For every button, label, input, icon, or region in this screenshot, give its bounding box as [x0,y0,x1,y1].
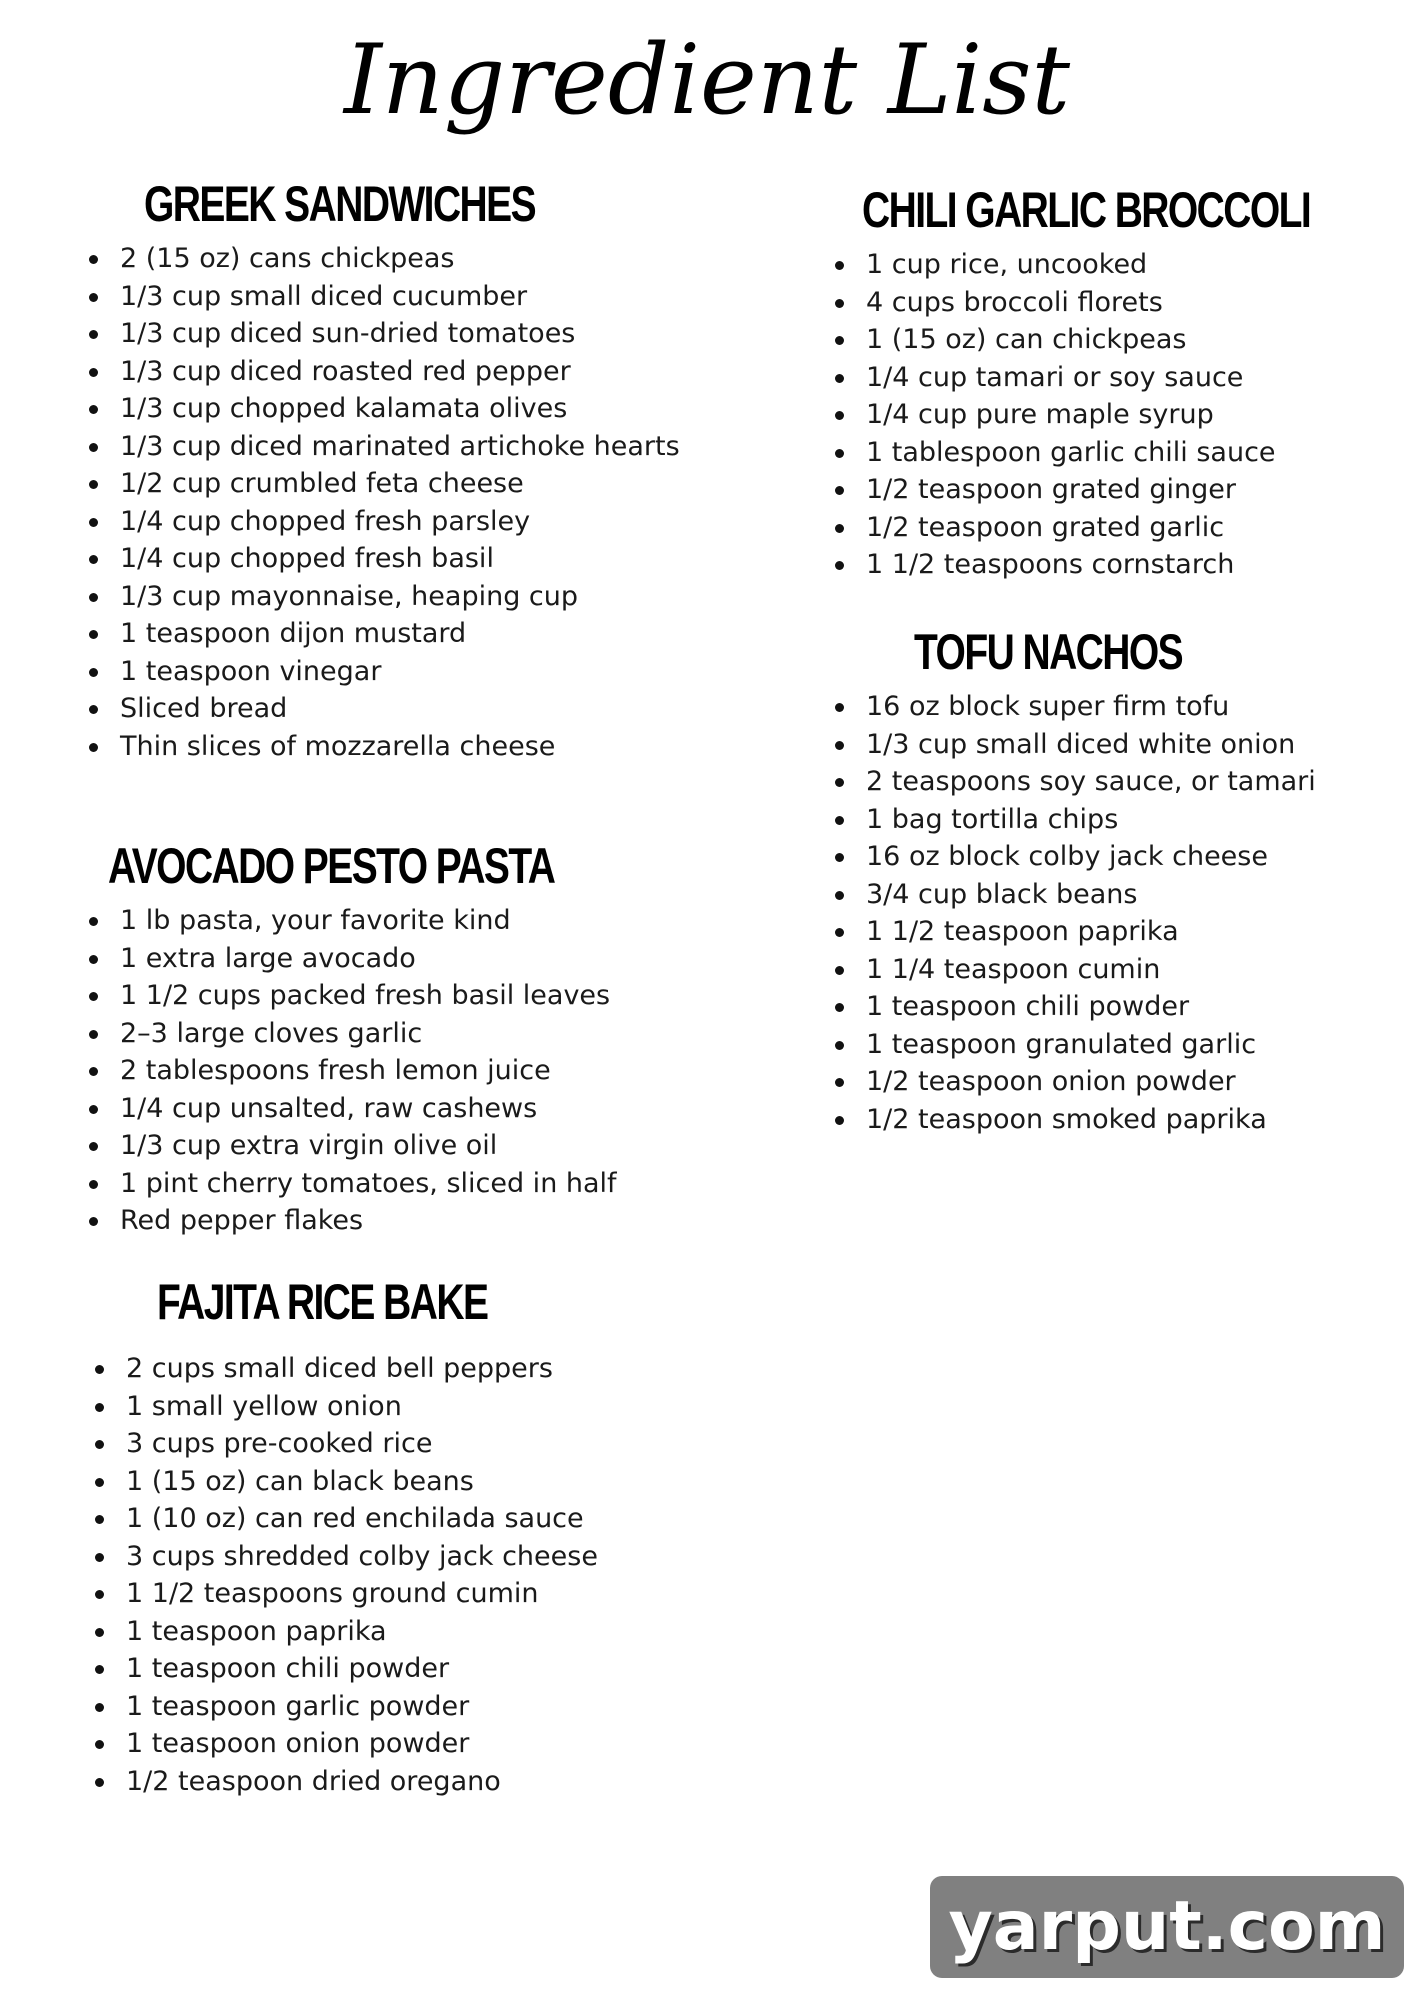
ingredient-item: 1/4 cup chopped fresh parsley [83,503,680,541]
section-heading: CHILI GARLIC BROCCOLI [862,182,1311,238]
ingredient-item: 4 cups broccoli florets [829,284,1414,322]
ingredient-item: 1/4 cup unsalted, raw cashews [83,1090,680,1128]
ingredient-item: 2 teaspoons soy sauce, or tamari [829,763,1316,801]
ingredient-item: 1/2 cup crumbled feta cheese [83,465,680,503]
ingredient-item: 1 cup rice, uncooked [829,246,1414,284]
ingredient-list [829,246,1414,584]
ingredient-item: 2 cups small diced bell peppers [89,1350,598,1388]
ingredient-item: 3 cups pre-cooked rice [89,1425,598,1463]
ingredient-item: 1/3 cup chopped kalamata olives [83,390,680,428]
ingredient-item: 1 tablespoon garlic chili sauce [829,434,1414,472]
section-heading: AVOCADO PESTO PASTA [108,838,555,894]
ingredient-item: 1/3 cup diced roasted red pepper [83,353,680,391]
ingredient-item: 1 lb pasta, your favorite kind [83,902,680,940]
ingredient-item: 1 teaspoon granulated garlic [829,1026,1316,1064]
ingredient-item: 1/3 cup diced marinated artichoke hearts [83,428,680,466]
ingredient-item: 1/2 teaspoon grated ginger [829,471,1414,509]
section-avocado-pesto-pasta [83,834,680,1240]
ingredient-item: 1 (10 oz) can red enchilada sauce [89,1500,598,1538]
ingredient-item: 1/3 cup mayonnaise, heaping cup [83,578,680,616]
section-tofu-nachos [829,620,1316,1138]
section-chili-garlic-broccoli [829,178,1414,584]
ingredient-item: 1/2 teaspoon onion powder [829,1063,1316,1101]
ingredient-item: 1/4 cup tamari or soy sauce [829,359,1414,397]
ingredient-item: Thin slices of mozzarella cheese [83,728,680,766]
ingredient-item: 1/4 cup chopped fresh basil [83,540,680,578]
section-heading: GREEK SANDWICHES [144,176,536,232]
watermark-badge: yarput.com [930,1876,1404,1978]
ingredient-item: 2 (15 oz) cans chickpeas [83,240,680,278]
section-heading: TOFU NACHOS [914,624,1183,680]
ingredient-item: 1 1/2 cups packed fresh basil leaves [83,977,680,1015]
ingredient-item: 1 (15 oz) can chickpeas [829,321,1414,359]
section-greek-sandwiches [83,172,680,765]
ingredient-item: 1 teaspoon vinegar [83,653,680,691]
ingredient-item: 1 teaspoon paprika [89,1613,598,1651]
ingredient-item: 1 1/2 teaspoons cornstarch [829,546,1414,584]
ingredient-item: 2 tablespoons fresh lemon juice [83,1052,680,1090]
ingredient-list [83,240,680,765]
ingredient-item: 1 teaspoon garlic powder [89,1688,598,1726]
ingredient-item: 1/2 teaspoon dried oregano [89,1763,598,1801]
ingredient-item: 1/3 cup small diced cucumber [83,278,680,316]
ingredient-item: 1 1/2 teaspoons ground cumin [89,1575,598,1613]
ingredient-item: 1 pint cherry tomatoes, sliced in half [83,1165,680,1203]
ingredient-item: 1 extra large avocado [83,940,680,978]
ingredient-list [89,1350,598,1800]
ingredient-item: 1/3 cup extra virgin olive oil [83,1127,680,1165]
ingredient-item: 1/2 teaspoon grated garlic [829,509,1414,547]
ingredient-list [829,688,1316,1138]
page-title: Ingredient List [343,24,1071,136]
ingredient-item: 1/2 teaspoon smoked paprika [829,1101,1316,1139]
ingredient-item: 1 teaspoon dijon mustard [83,615,680,653]
ingredient-item: 3 cups shredded colby jack cheese [89,1538,598,1576]
ingredient-item: 1 1/4 teaspoon cumin [829,951,1316,989]
ingredient-item: 1 1/2 teaspoon paprika [829,913,1316,951]
ingredient-item: Sliced bread [83,690,680,728]
ingredient-item: 1 (15 oz) can black beans [89,1463,598,1501]
ingredient-item: 16 oz block colby jack cheese [829,838,1316,876]
ingredient-item: 2–3 large cloves garlic [83,1015,680,1053]
section-heading: FAJITA RICE BAKE [157,1274,488,1330]
ingredient-item: 1 teaspoon chili powder [89,1650,598,1688]
ingredient-item: 3/4 cup black beans [829,876,1316,914]
ingredient-item: 1 small yellow onion [89,1388,598,1426]
ingredient-item: 1/3 cup diced sun-dried tomatoes [83,315,680,353]
ingredient-item: Red pepper flakes [83,1202,680,1240]
ingredient-item: 16 oz block super firm tofu [829,688,1316,726]
ingredient-item: 1 teaspoon chili powder [829,988,1316,1026]
ingredient-list [83,902,680,1240]
ingredient-item: 1/3 cup small diced white onion [829,726,1316,764]
ingredient-item: 1/4 cup pure maple syrup [829,396,1414,434]
section-fajita-rice-bake [89,1270,598,1800]
ingredient-item: 1 teaspoon onion powder [89,1725,598,1763]
ingredient-item: 1 bag tortilla chips [829,801,1316,839]
